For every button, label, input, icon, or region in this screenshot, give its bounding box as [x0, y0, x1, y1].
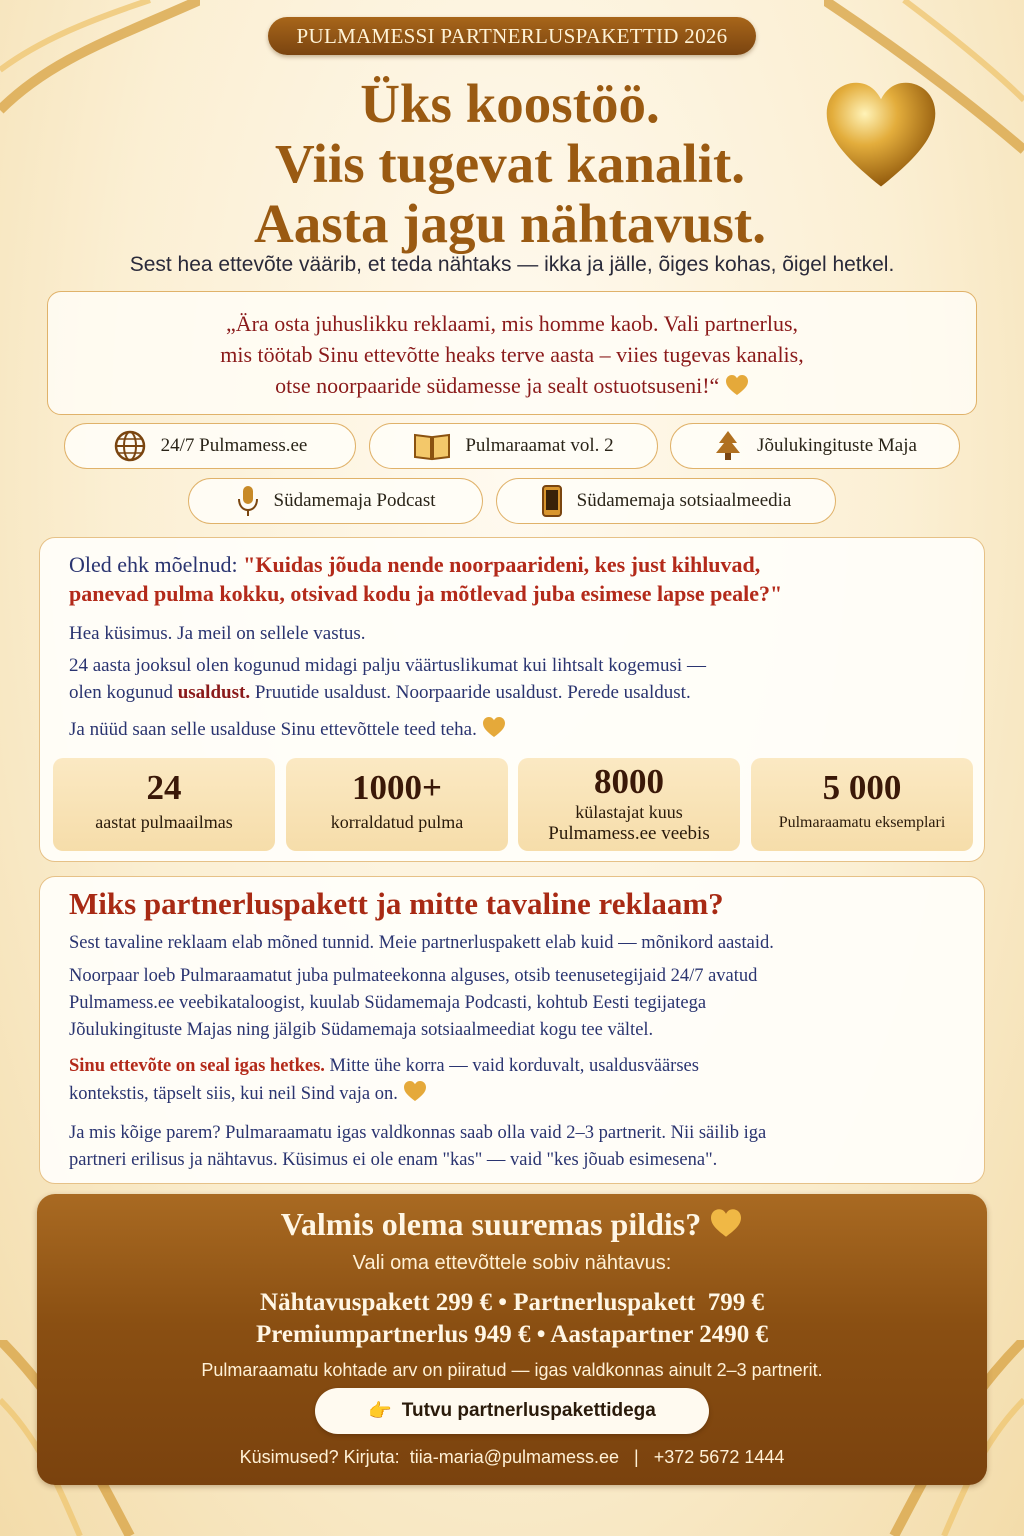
- stat-value: 24: [146, 768, 182, 807]
- stat-weddings: [286, 758, 508, 851]
- subline: Sest hea ettevõte väärib, et teda nähtaks — ikka ja jälle, õiges kohas, õigel hetkel.: [129, 253, 895, 276]
- intro-answer: Hea küsimus. Ja meil on sellele vastus.: [69, 623, 366, 644]
- quote-line-2: mis töötab Sinu ettevõtte heaks terve aasta – viies tugevas kanalis,: [220, 342, 804, 367]
- why-p2-line2: Pulmamess.ee veebikataloogist, kuulab Südamemaja Podcasti, kohtub Eesti tegijatega: [69, 993, 707, 1013]
- cta-packages-line1: Nähtavuspakett 299 € • Partnerluspakett 799 €: [260, 1289, 764, 1316]
- headline-line-1: Üks koostöö.: [360, 73, 660, 134]
- stat-value: 8000: [594, 762, 664, 801]
- channel-label: Jõulukingituste Maja: [757, 435, 917, 456]
- quote-line-3: otse noorpaaride südamesse ja sealt ostuotsuseni!“: [275, 373, 720, 398]
- channel-label: Pulmaraamat vol. 2: [465, 435, 614, 456]
- intro-lead: Oled ehk mõelnud:: [69, 552, 238, 577]
- contact-line: [37, 1447, 987, 1468]
- stat-value: 5 000: [822, 768, 902, 807]
- channel-pill-joulukingitused[interactable]: [670, 423, 960, 469]
- microphone-icon: [236, 484, 260, 518]
- cta-title: Valmis olema suuremas pildis?: [280, 1206, 702, 1242]
- main-headline: [120, 74, 900, 254]
- channel-label: 24/7 Pulmamess.ee: [160, 435, 308, 456]
- gold-heart-icon: [822, 78, 940, 196]
- stat-label: aastat pulmaailmas: [95, 812, 233, 832]
- book-icon: [413, 431, 451, 461]
- channel-label: Südamemaja Podcast: [273, 490, 436, 511]
- contact-separator: |: [634, 1447, 639, 1467]
- channel-pill-podcast[interactable]: [188, 478, 483, 524]
- why-p2-line1: Noorpaar loeb Pulmaraamatut juba pulmateekonna alguses, otsib teenusetegijaid 24/7 avatud: [69, 966, 758, 986]
- heart-icon: [709, 1208, 743, 1238]
- channel-label: Südamemaja sotsiaalmeedia: [576, 490, 792, 511]
- why-p4-line2: partneri erilisus ja nähtavus. Küsimus ei ole enam "kas" — vaid "kes jõuab esimesena".: [69, 1150, 718, 1170]
- why-title: Miks partnerluspakett ja mitte tavaline reklaam?: [69, 886, 724, 921]
- intro-p2-a: olen kogunud: [69, 682, 173, 703]
- header-badge: PULMAMESSI PARTNERLUSPAKETTID 2026: [268, 17, 756, 55]
- stat-copies: [751, 758, 973, 851]
- stat-visitors: [518, 758, 740, 851]
- intro-p2-line1: 24 aasta jooksul olen kogunud midagi palju väärtuslikumat kui lihtsalt kogemusi —: [69, 655, 706, 676]
- channel-pill-sotsiaalmeedia[interactable]: [496, 478, 836, 524]
- cta-packages-line2: Premiumpartnerlus 949 € • Aastapartner 2490 €: [256, 1321, 768, 1348]
- heart-icon: [482, 716, 506, 738]
- quote-line-1: „Ära osta juhuslikku reklaami, mis homme kaob. Vali partnerlus,: [225, 311, 799, 336]
- why-p3-bold: Sinu ettevõte on seal igas hetkes.: [69, 1056, 325, 1076]
- why-p4-line1: Ja mis kõige parem? Pulmaraamatu igas valdkonnas saab olla vaid 2–3 partnerit. Nii säilib iga: [69, 1123, 767, 1143]
- stat-label: külastajat kuus: [575, 802, 683, 822]
- why-p2-line3: Jõulukingituste Majas ning jälgib Südamemaja sotsiaalmeediat kogu tee vältel.: [69, 1020, 654, 1040]
- contact-phone-link[interactable]: +372 5672 1444: [653, 1447, 785, 1467]
- pointing-hand-icon: 👉: [368, 1401, 392, 1422]
- why-p3-line2: kontekstis, täpselt siis, kui neil Sind vaja on.: [69, 1084, 398, 1104]
- why-p3-rest: Mitte ühe korra — vaid korduvalt, usaldusväärses: [329, 1056, 699, 1076]
- stat-years: [53, 758, 275, 851]
- explore-packages-label: Tutvu partnerluspakettidega: [401, 1400, 656, 1421]
- stat-label-2: Pulmamess.ee veebis: [548, 823, 710, 844]
- quote-box: [47, 291, 977, 415]
- tree-icon: [713, 429, 743, 463]
- why-p1: Sest tavaline reklaam elab mõned tunnid. Meie partnerluspakett elab kuid — mõnikord aastaid.: [69, 933, 774, 953]
- contact-label: Küsimused? Kirjuta:: [239, 1447, 400, 1467]
- channel-pill-pulmaraamat[interactable]: [369, 423, 658, 469]
- cta-panel: [37, 1194, 987, 1485]
- headline-line-3: Aasta jagu nähtavust.: [254, 193, 766, 254]
- intro-question-2: panevad pulma kokku, otsivad kodu ja mõtlevad juba esimese lapse peale?": [69, 581, 783, 606]
- heart-icon: [725, 374, 749, 396]
- intro-p3: Ja nüüd saan selle usalduse Sinu ettevõttele teed teha.: [69, 719, 477, 740]
- cta-note: Pulmaraamatu kohtade arv on piiratud — igas valdkonnas ainult 2–3 partnerit.: [201, 1360, 823, 1380]
- heart-icon: [403, 1080, 427, 1102]
- stat-label: Pulmaraamatu eksemplari: [778, 814, 946, 831]
- explore-packages-button[interactable]: [315, 1388, 709, 1434]
- stat-value: 1000+: [352, 768, 442, 807]
- stat-label: korraldatud pulma: [330, 812, 464, 832]
- intro-p2-c: Pruutide usaldust. Noorpaaride usaldust. Perede usaldust.: [254, 682, 691, 703]
- intro-question-1: "Kuidas jõuda nende noorpaarideni, kes just kihluvad,: [243, 552, 761, 577]
- channel-pill-pulmamess[interactable]: [64, 423, 356, 469]
- globe-icon: [113, 429, 147, 463]
- headline-line-2: Viis tugevat kanalit.: [274, 133, 746, 194]
- intro-trust-word: usaldust.: [177, 682, 251, 703]
- contact-email-link[interactable]: tiia-maria@pulmamess.ee: [409, 1447, 620, 1467]
- cta-subtitle: Vali oma ettevõttele sobiv nähtavus:: [352, 1252, 672, 1274]
- phone-icon: [541, 484, 563, 518]
